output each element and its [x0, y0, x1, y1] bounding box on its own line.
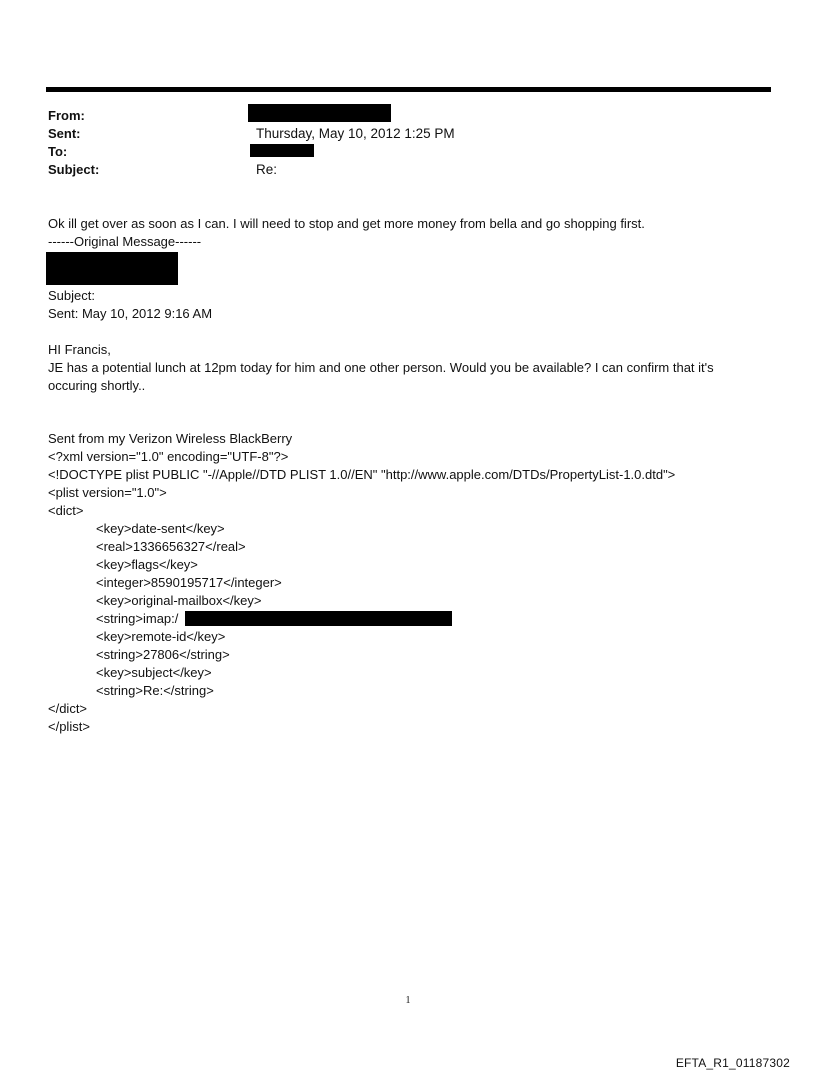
header-rule [46, 87, 771, 92]
plist-open: <plist version="1.0"> [48, 485, 167, 500]
plist-entry: <key>subject</key> [96, 665, 212, 680]
to-label: To: [48, 144, 68, 159]
dict-close: </dict> [48, 701, 88, 716]
reply-text: Ok ill get over as soon as I can. I will need to stop and get more money from bella and go shopping first. [48, 216, 645, 231]
xml-declaration: <?xml version="1.0" encoding="UTF-8"?> [48, 449, 289, 464]
sent-label: Sent: [48, 126, 81, 141]
plist-entry: <key>flags</key> [96, 557, 198, 572]
message-line-1: JE has a potential lunch at 12pm today for him and one other person. Would you be available? I can confirm that it's [48, 360, 714, 375]
document-id: EFTA_R1_01187302 [675, 1056, 790, 1070]
subject-label: Subject: [48, 162, 100, 177]
subject-row [48, 161, 748, 179]
doctype-line: <!DOCTYPE plist PUBLIC "-//Apple//DTD PLIST 1.0//EN" "http://www.apple.com/DTDs/PropertyList-1.0.dtd"> [48, 467, 676, 482]
from-row [48, 107, 748, 125]
plist-entry: <real>1336656327</real> [96, 539, 246, 554]
sent-value: Thursday, May 10, 2012 1:25 PM [256, 126, 455, 141]
from-redaction [248, 104, 391, 122]
page-number: 1 [405, 995, 411, 1006]
message-line-2: occuring shortly.. [48, 378, 146, 393]
original-sender-redaction [46, 252, 178, 285]
mailbox-redaction [185, 611, 452, 626]
to-redaction [250, 144, 314, 157]
plist-entry: <key>original-mailbox</key> [96, 593, 262, 608]
plist-entry: <key>date-sent</key> [96, 521, 225, 536]
plist-entry: <string>Re:</string> [96, 683, 214, 698]
subject-value: Re: [256, 162, 278, 177]
sent-row [48, 125, 748, 143]
plist-entry: <key>remote-id</key> [96, 629, 226, 644]
from-label: From: [48, 108, 85, 123]
dict-open: <dict> [48, 503, 84, 518]
original-subject: Subject: [48, 288, 95, 303]
plist-entry: <string>27806</string> [96, 647, 230, 662]
greeting: HI Francis, [48, 342, 111, 357]
original-sent: Sent: May 10, 2012 9:16 AM [48, 306, 213, 321]
plist-entry: <string>imap:/ [96, 611, 179, 626]
signature: Sent from my Verizon Wireless BlackBerry [48, 431, 293, 446]
to-row [48, 143, 748, 161]
original-message-marker: ------Original Message------ [48, 234, 202, 249]
plist-entry: <integer>8590195717</integer> [96, 575, 282, 590]
plist-close: </plist> [48, 719, 90, 734]
